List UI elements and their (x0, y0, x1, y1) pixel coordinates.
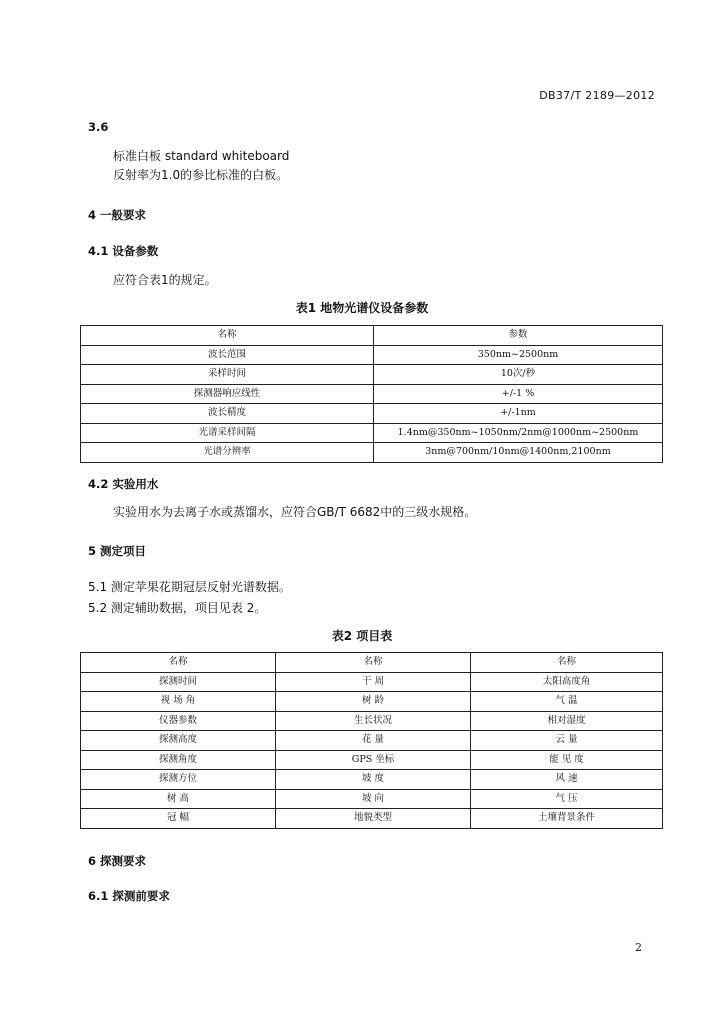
table-row (81, 443, 663, 463)
table-cell: 探测方位 (81, 770, 276, 790)
table-row (81, 384, 663, 404)
section-heading-4-1: 4.1 设备参数 (88, 244, 159, 258)
table-cell: 仪器参数 (81, 711, 276, 731)
table-cell: 干 周 (276, 672, 471, 692)
document-code: DB37/T 2189—2012 (539, 89, 655, 102)
table-header-cell: 名称 (81, 653, 276, 673)
table-cell: 1.4nm@350nm~1050nm/2nm@1000nm~2500nm (374, 423, 663, 443)
table-cell: 光谱分辨率 (81, 443, 374, 463)
table-measurement-items (80, 652, 663, 829)
table-equipment-parameters (80, 325, 663, 463)
table-cell: 探测角度 (81, 750, 276, 770)
table-row (81, 711, 663, 731)
table-cell: 10次/秒 (374, 365, 663, 385)
table-header-cell: 参数 (374, 326, 663, 346)
table-cell: 太阳高度角 (471, 672, 663, 692)
section-heading-6: 6 探测要求 (88, 854, 147, 868)
section-heading-4: 4 一般要求 (88, 208, 147, 222)
table-header-row (81, 653, 663, 673)
table-cell: 3nm@700nm/10nm@1400nm,2100nm (374, 443, 663, 463)
table-row (81, 809, 663, 829)
table-cell: 花 量 (276, 731, 471, 751)
clause-5-1: 5.1 测定苹果花期冠层反射光谱数据。 (88, 580, 291, 594)
table-cell: 350nm~2500nm (374, 345, 663, 365)
table-cell: 树 龄 (276, 692, 471, 712)
table-cell: 能 见 度 (471, 750, 663, 770)
table-cell: 波长精度 (81, 404, 374, 424)
table-cell: 云 量 (471, 731, 663, 751)
table-cell: +/-1 % (374, 384, 663, 404)
table-cell: 波长范围 (81, 345, 374, 365)
clause-5-2: 5.2 测定辅助数据，项目见表 2。 (88, 601, 267, 615)
table-cell: 生长状况 (276, 711, 471, 731)
table-cell: 相对湿度 (471, 711, 663, 731)
table-row (81, 345, 663, 365)
section-heading-5: 5 测定项目 (88, 544, 147, 558)
term-definition: 反射率为1.0的参比标准的白板。 (113, 168, 289, 182)
section-4-1-text: 应符合表1的规定。 (113, 273, 217, 287)
table-cell: 风 速 (471, 770, 663, 790)
table-cell: 坡 向 (276, 789, 471, 809)
table-header-cell: 名称 (471, 653, 663, 673)
table-cell: 探测器响应线性 (81, 384, 374, 404)
table-header-cell: 名称 (276, 653, 471, 673)
table-cell: 探测时间 (81, 672, 276, 692)
table-cell: 光谱采样间隔 (81, 423, 374, 443)
table-header-row (81, 326, 663, 346)
table1-caption: 表1 地物光谱仪设备参数 (295, 301, 429, 315)
section-heading-6-1: 6.1 探测前要求 (88, 889, 170, 903)
table-row (81, 731, 663, 751)
table-cell: 视 场 角 (81, 692, 276, 712)
table-row (81, 365, 663, 385)
table-cell: 树 高 (81, 789, 276, 809)
table-cell: 气 压 (471, 789, 663, 809)
section-heading-4-2: 4.2 实验用水 (88, 477, 159, 491)
table-cell: 地貌类型 (276, 809, 471, 829)
table-header-cell: 名称 (81, 326, 374, 346)
page-number: 2 (635, 941, 642, 954)
clause-number-3-6: 3.6 (88, 120, 109, 134)
table-row (81, 672, 663, 692)
table-row (81, 404, 663, 424)
table-row (81, 423, 663, 443)
section-4-2-text: 实验用水为去离子水或蒸馏水，应符合GB/T 6682中的三级水规格。 (113, 505, 477, 519)
table-row (81, 750, 663, 770)
table-row (81, 789, 663, 809)
table-cell: 气 温 (471, 692, 663, 712)
table-cell: 土壤背景条件 (471, 809, 663, 829)
table-cell: 冠 幅 (81, 809, 276, 829)
term-title: 标准白板 standard whiteboard (113, 149, 290, 163)
table-cell: 探测高度 (81, 731, 276, 751)
table-cell: 采样时间 (81, 365, 374, 385)
table2-caption: 表2 项目表 (331, 629, 393, 643)
table-cell: 坡 度 (276, 770, 471, 790)
table-cell: +/-1nm (374, 404, 663, 424)
table-row (81, 692, 663, 712)
table-cell: GPS 坐标 (276, 750, 471, 770)
table-row (81, 770, 663, 790)
